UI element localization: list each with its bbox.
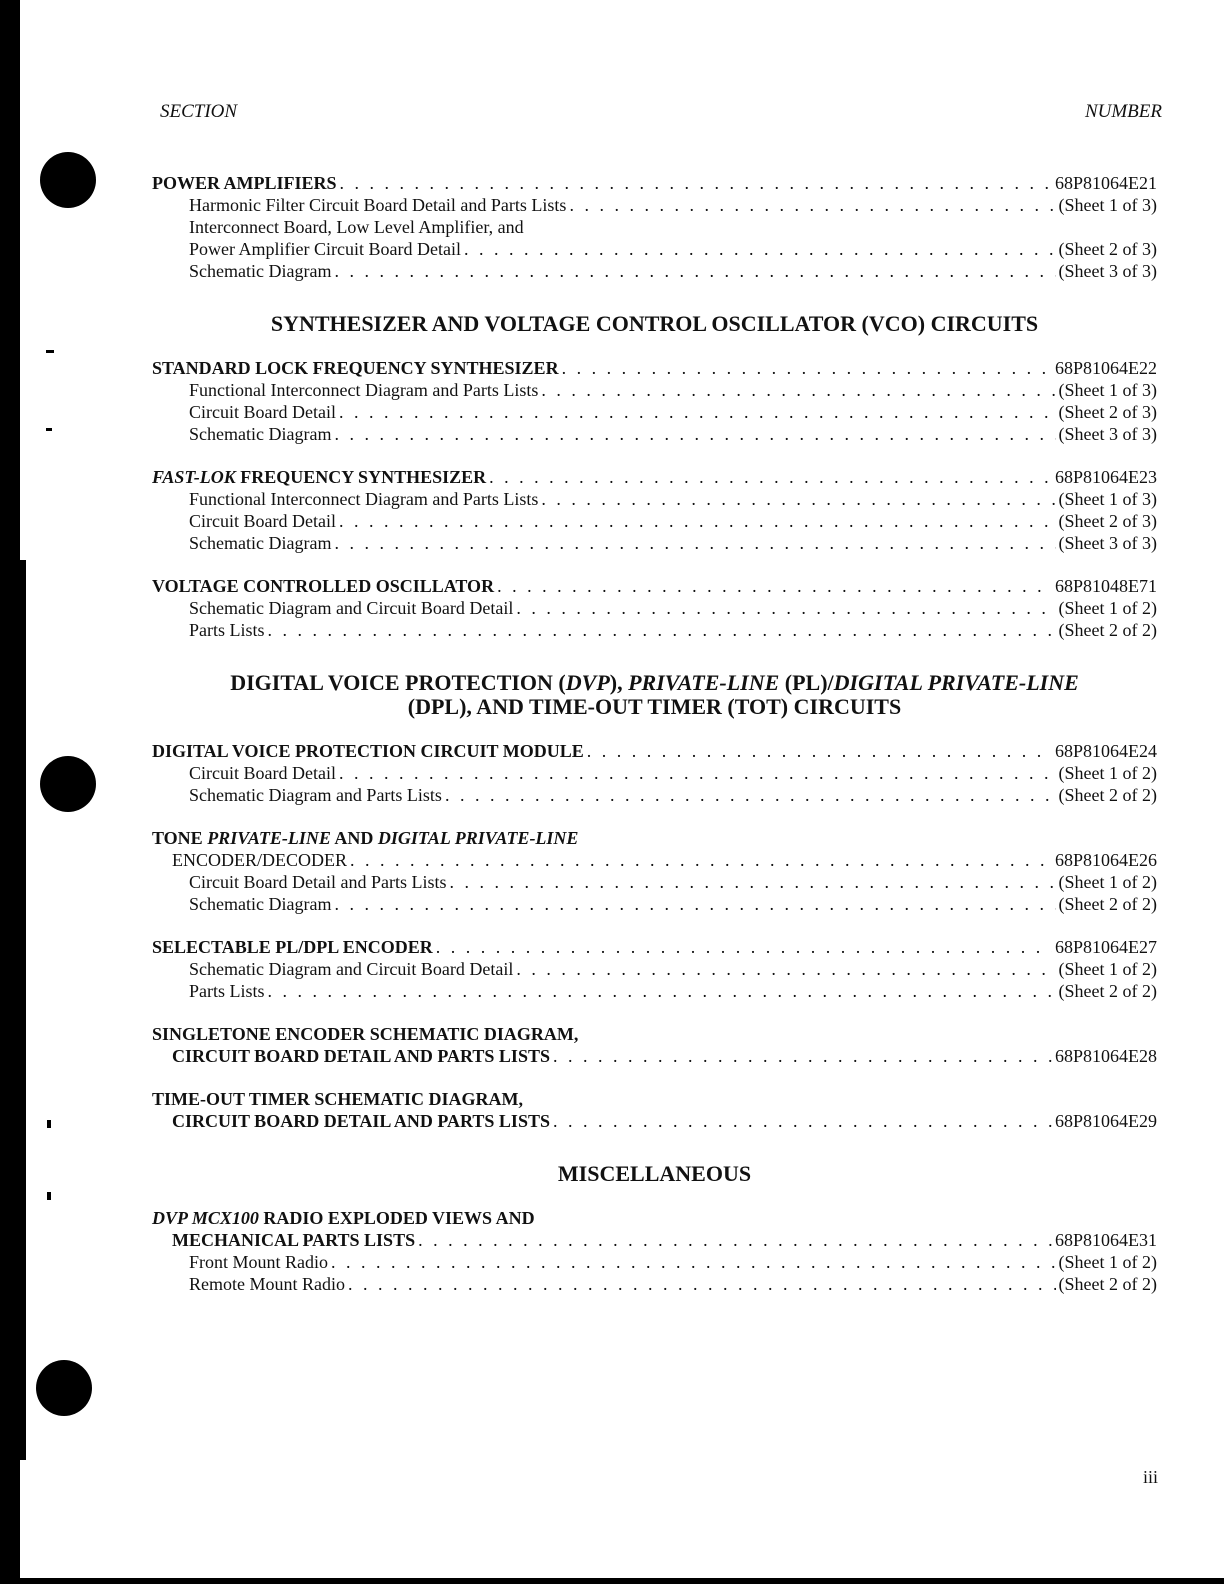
entry-title: STANDARD LOCK FREQUENCY SYNTHESIZER xyxy=(152,358,559,378)
toc-subentry xyxy=(152,238,1157,260)
sheet-ref: (Sheet 2 of 2) xyxy=(1058,1274,1157,1294)
heading-part: DIGITAL VOICE PROTECTION ( xyxy=(230,670,566,695)
scan-speck xyxy=(46,428,52,431)
sheet-ref: (Sheet 1 of 3) xyxy=(1058,489,1157,509)
toc-entry-tone-title xyxy=(152,827,1157,849)
toc-subentry xyxy=(152,1273,1157,1295)
heading-part: PRIVATE-LINE xyxy=(628,670,780,695)
toc-entry-exploded xyxy=(152,1229,1157,1251)
document-number: 68P81064E26 xyxy=(1054,850,1157,870)
sheet-ref: (Sheet 1 of 3) xyxy=(1058,195,1157,215)
sheet-ref: (Sheet 3 of 3) xyxy=(1058,424,1157,444)
scan-speck xyxy=(46,350,54,353)
subentry-label: Power Amplifier Circuit Board Detail xyxy=(189,239,461,259)
toc-subentry xyxy=(152,423,1157,445)
sheet-ref: (Sheet 1 of 3) xyxy=(1058,380,1157,400)
dot-leader xyxy=(339,401,1056,423)
dot-leader xyxy=(334,423,1055,445)
sheet-ref: (Sheet 2 of 2) xyxy=(1058,894,1157,914)
toc-subentry xyxy=(152,958,1157,980)
subentry-label: Schematic Diagram xyxy=(189,894,332,914)
dot-leader xyxy=(541,379,1055,401)
dot-leader xyxy=(331,1251,1056,1273)
sheet-ref: (Sheet 1 of 2) xyxy=(1058,872,1157,892)
toc-subentry-continued xyxy=(152,216,1157,238)
binder-hole-middle xyxy=(40,756,96,812)
entry-title: TIME-OUT TIMER SCHEMATIC DIAGRAM, xyxy=(152,1089,524,1109)
document-number: 68P81048E71 xyxy=(1054,576,1157,596)
dot-leader xyxy=(569,194,1055,216)
entry-title-part: PRIVATE-LINE xyxy=(207,828,331,848)
subentry-label: Schematic Diagram and Parts Lists xyxy=(189,785,442,805)
subentry-label: Circuit Board Detail xyxy=(189,402,336,422)
subentry-label: Circuit Board Detail xyxy=(189,511,336,531)
heading-part: DIGITAL PRIVATE-LINE xyxy=(833,670,1079,695)
subentry-label: Functional Interconnect Diagram and Parts Lists xyxy=(189,380,539,400)
toc-entry-timeout-title xyxy=(152,1088,1157,1110)
toc-subentry xyxy=(152,532,1157,554)
subentry-label: Functional Interconnect Diagram and Parts Lists xyxy=(189,489,539,509)
section-heading-synthesizer: SYNTHESIZER AND VOLTAGE CONTROL OSCILLATOR (VCO) CIRCUITS xyxy=(270,311,1039,336)
document-number: 68P81064E21 xyxy=(1054,173,1157,193)
subentry-label: Schematic Diagram xyxy=(189,533,332,553)
toc-entry-singletone-title xyxy=(152,1023,1157,1045)
dot-leader xyxy=(464,238,1056,260)
scan-bottom-edge xyxy=(0,1578,1224,1584)
toc-subentry xyxy=(152,194,1157,216)
sheet-ref: (Sheet 1 of 2) xyxy=(1058,763,1157,783)
document-number: 68P81064E22 xyxy=(1054,358,1157,378)
sheet-ref: (Sheet 1 of 2) xyxy=(1058,959,1157,979)
dot-leader xyxy=(334,260,1055,282)
scan-left-edge xyxy=(0,0,20,1584)
entry-title-part: DIGITAL PRIVATE-LINE xyxy=(377,828,579,848)
toc-subentry xyxy=(152,488,1157,510)
dot-leader xyxy=(334,893,1055,915)
toc-subentry xyxy=(152,597,1157,619)
dot-leader xyxy=(516,597,1055,619)
entry-title-part: AND xyxy=(330,828,378,848)
dot-leader xyxy=(339,762,1056,784)
subentry-label: Circuit Board Detail xyxy=(189,763,336,783)
heading-part: ), xyxy=(609,670,629,695)
toc-subentry xyxy=(152,510,1157,532)
document-number: 68P81064E24 xyxy=(1054,741,1157,761)
dot-leader xyxy=(334,532,1055,554)
sheet-ref: (Sheet 2 of 3) xyxy=(1058,402,1157,422)
entry-title: SELECTABLE PL/DPL ENCODER xyxy=(152,937,433,957)
subentry-label: Remote Mount Radio xyxy=(189,1274,345,1294)
toc-subentry xyxy=(152,379,1157,401)
entry-title-line-2: CIRCUIT BOARD DETAIL AND PARTS LISTS xyxy=(172,1046,550,1066)
subentry-label: Front Mount Radio xyxy=(189,1252,329,1272)
toc-entry-standard-lock xyxy=(152,357,1157,379)
toc-entry-power-amplifiers xyxy=(152,172,1157,194)
toc-entry-singletone xyxy=(152,1045,1157,1067)
dot-leader xyxy=(339,510,1056,532)
dot-leader xyxy=(497,575,1052,597)
toc-entry-selectable xyxy=(152,936,1157,958)
dot-leader xyxy=(418,1229,1052,1251)
entry-title: VOLTAGE CONTROLLED OSCILLATOR xyxy=(152,576,495,596)
subentry-label: Parts Lists xyxy=(189,620,265,640)
table-of-contents xyxy=(152,172,1157,1295)
entry-title-part: DVP MCX100 xyxy=(152,1208,259,1228)
heading-part: (PL)/ xyxy=(779,670,834,695)
subentry-label: Harmonic Filter Circuit Board Detail and Parts Lists xyxy=(189,195,567,215)
page-number: iii xyxy=(1143,1467,1159,1487)
sheet-ref: (Sheet 1 of 2) xyxy=(1058,598,1157,618)
toc-subentry xyxy=(152,893,1157,915)
toc-entry-timeout xyxy=(152,1110,1157,1132)
sheet-ref: (Sheet 3 of 3) xyxy=(1058,533,1157,553)
dot-leader xyxy=(268,619,1056,641)
dot-leader xyxy=(553,1045,1052,1067)
section-heading-dvp xyxy=(152,671,1157,719)
toc-subentry xyxy=(152,871,1157,893)
entry-title-part: TONE xyxy=(152,828,208,848)
entry-title-italic: FAST-LOK xyxy=(152,467,236,487)
subentry-label: Schematic Diagram and Circuit Board Detail xyxy=(189,598,514,618)
toc-entry-exploded-title xyxy=(152,1207,1157,1229)
sheet-ref: (Sheet 1 of 2) xyxy=(1058,1252,1157,1272)
toc-entry-fast-lok xyxy=(152,466,1157,488)
toc-entry-tone xyxy=(152,849,1157,871)
dot-leader xyxy=(445,784,1056,806)
entry-title: POWER AMPLIFIERS xyxy=(152,173,337,193)
number-column-header: NUMBER xyxy=(1084,101,1162,122)
entry-title xyxy=(152,1207,535,1229)
subentry-label: Schematic Diagram xyxy=(189,261,332,281)
heading-line-2: (DPL), AND TIME-OUT TIMER (TOT) CIRCUITS xyxy=(407,694,902,719)
subentry-label: Parts Lists xyxy=(189,981,265,1001)
dot-leader xyxy=(268,980,1056,1002)
sheet-ref: (Sheet 2 of 2) xyxy=(1058,785,1157,805)
entry-title xyxy=(152,466,486,488)
section-heading-miscellaneous: MISCELLANEOUS xyxy=(557,1161,752,1186)
document-number: 68P81064E23 xyxy=(1054,467,1157,487)
sheet-ref: (Sheet 3 of 3) xyxy=(1058,261,1157,281)
toc-subentry xyxy=(152,1251,1157,1273)
entry-title-part: RADIO EXPLODED VIEWS AND xyxy=(258,1208,535,1228)
dot-leader xyxy=(516,958,1055,980)
dot-leader xyxy=(562,357,1052,379)
dot-leader xyxy=(449,871,1055,893)
sheet-ref: (Sheet 2 of 3) xyxy=(1058,239,1157,259)
dot-leader xyxy=(587,740,1052,762)
toc-subentry xyxy=(152,784,1157,806)
toc-subentry xyxy=(152,762,1157,784)
entry-title-line-2: ENCODER/DECODER xyxy=(172,850,347,870)
document-number: 68P81064E27 xyxy=(1054,937,1157,957)
subentry-label: Schematic Diagram and Circuit Board Detail xyxy=(189,959,514,979)
subentry-label: Circuit Board Detail and Parts Lists xyxy=(189,872,447,892)
subentry-label: Interconnect Board, Low Level Amplifier, and xyxy=(189,217,524,237)
dot-leader xyxy=(350,849,1052,871)
entry-title: SINGLETONE ENCODER SCHEMATIC DIAGRAM, xyxy=(152,1024,579,1044)
toc-subentry xyxy=(152,980,1157,1002)
dot-leader xyxy=(436,936,1052,958)
document-number: 68P81064E31 xyxy=(1054,1230,1157,1250)
sheet-ref: (Sheet 2 of 2) xyxy=(1058,620,1157,640)
binder-hole-top xyxy=(40,152,96,208)
toc-entry-dvp-module xyxy=(152,740,1157,762)
binder-hole-bottom xyxy=(36,1360,92,1416)
scan-left-edge-shadow xyxy=(18,560,26,1460)
document-number: 68P81064E29 xyxy=(1054,1111,1157,1131)
toc-entry-vco xyxy=(152,575,1157,597)
section-column-header: SECTION xyxy=(160,101,238,122)
dot-leader xyxy=(489,466,1052,488)
dot-leader xyxy=(340,172,1052,194)
entry-title: DIGITAL VOICE PROTECTION CIRCUIT MODULE xyxy=(152,741,584,761)
sheet-ref: (Sheet 2 of 3) xyxy=(1058,511,1157,531)
dot-leader xyxy=(348,1273,1056,1295)
document-number: 68P81064E28 xyxy=(1054,1046,1157,1066)
toc-subentry xyxy=(152,401,1157,423)
scan-speck xyxy=(47,1192,51,1200)
scan-speck xyxy=(47,1120,51,1128)
toc-subentry xyxy=(152,260,1157,282)
entry-title-line-2: MECHANICAL PARTS LISTS xyxy=(172,1230,416,1250)
toc-subentry xyxy=(152,619,1157,641)
heading-part: DVP xyxy=(565,670,610,695)
entry-title-rest: FREQUENCY SYNTHESIZER xyxy=(240,467,487,487)
dot-leader xyxy=(541,488,1055,510)
sheet-ref: (Sheet 2 of 2) xyxy=(1058,981,1157,1001)
entry-title xyxy=(152,827,578,849)
subentry-label: Schematic Diagram xyxy=(189,424,332,444)
dot-leader xyxy=(553,1110,1052,1132)
entry-title-line-2: CIRCUIT BOARD DETAIL AND PARTS LISTS xyxy=(172,1111,550,1131)
